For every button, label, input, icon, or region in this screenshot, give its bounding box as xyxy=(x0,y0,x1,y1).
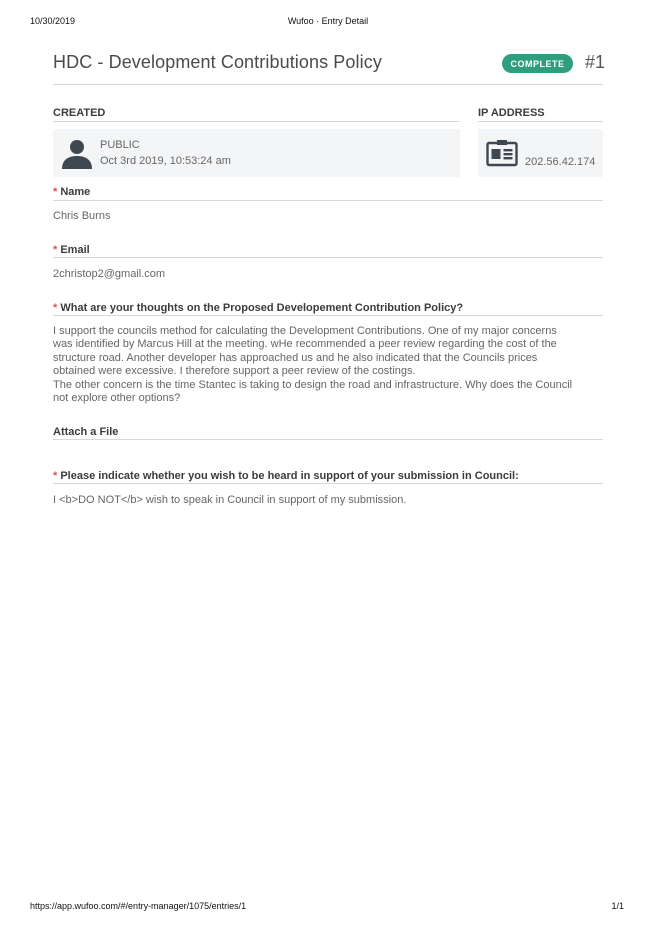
required-marker: * xyxy=(53,244,58,256)
print-title: Wufoo · Entry Detail xyxy=(287,16,369,26)
paragraph-line: I support the councils method for calculating the Development Contributions. One of my major concerns xyxy=(53,325,557,337)
attach-file-label: Attach a File xyxy=(53,426,119,438)
print-date: 10/30/2019 xyxy=(30,16,76,26)
entry-number: #1 xyxy=(585,52,606,72)
paragraph-line: obtained were excessive. I therefore support a peer review of the costings. xyxy=(53,365,416,378)
created-divider xyxy=(53,121,460,122)
ip-divider xyxy=(478,121,603,122)
ip-panel xyxy=(478,129,603,177)
required-marker: * xyxy=(53,302,58,314)
ip-address-value: 202.56.42.174 xyxy=(525,156,596,168)
paragraph-line: was identified by Marcus Hill at the meeting. wHe recommended a peer review regarding the cost of the xyxy=(53,338,557,351)
required-marker: * xyxy=(53,470,58,482)
heard-divider xyxy=(53,483,603,484)
page-number: 1/1 xyxy=(611,901,624,911)
thoughts-divider xyxy=(53,315,603,316)
title-divider xyxy=(53,84,603,85)
paragraph-line: The other concern is the time Stantec is taking to design the road and infrastructure. Why does the Council xyxy=(53,378,573,391)
print-header xyxy=(30,16,626,28)
heard-label: * Please indicate whether you wish to be heard in support of your submission in Council: xyxy=(53,470,519,482)
thoughts-label: * What are your thoughts on the Proposed Developement Contribution Policy? xyxy=(53,302,464,314)
print-url: https://app.wufoo.com/#/entry-manager/1075/entries/1 xyxy=(30,901,247,911)
print-footer xyxy=(30,901,626,913)
ip-address-label: IP ADDRESS xyxy=(478,107,545,119)
email-label: * Email xyxy=(53,244,90,256)
id-card-icon xyxy=(486,139,518,167)
heard-value: I <b>DO NOT</b> wish to speak in Council in support of my submission. xyxy=(53,494,407,506)
email-divider xyxy=(53,257,603,258)
created-date: Oct 3rd 2019, 10:53:24 am xyxy=(100,155,231,167)
entry-title: HDC - Development Contributions Policy xyxy=(53,52,382,72)
attach-divider xyxy=(53,439,603,440)
thoughts-value xyxy=(53,325,605,405)
paragraph-line: structure road. Another developer has approached us and he also indicated that the Councils prices xyxy=(53,351,538,364)
name-divider xyxy=(53,200,603,201)
status-badge: COMPLETE xyxy=(502,54,573,73)
email-value: 2christop2@gmail.com xyxy=(53,268,166,280)
name-label: * Name xyxy=(53,186,91,198)
created-type: PUBLIC xyxy=(100,139,140,151)
name-value: Chris Burns xyxy=(53,210,111,222)
required-marker: * xyxy=(53,186,58,198)
created-panel xyxy=(53,129,460,177)
user-icon xyxy=(61,138,93,170)
paragraph-line: not explore other options? xyxy=(53,392,181,405)
created-label: CREATED xyxy=(53,107,106,119)
